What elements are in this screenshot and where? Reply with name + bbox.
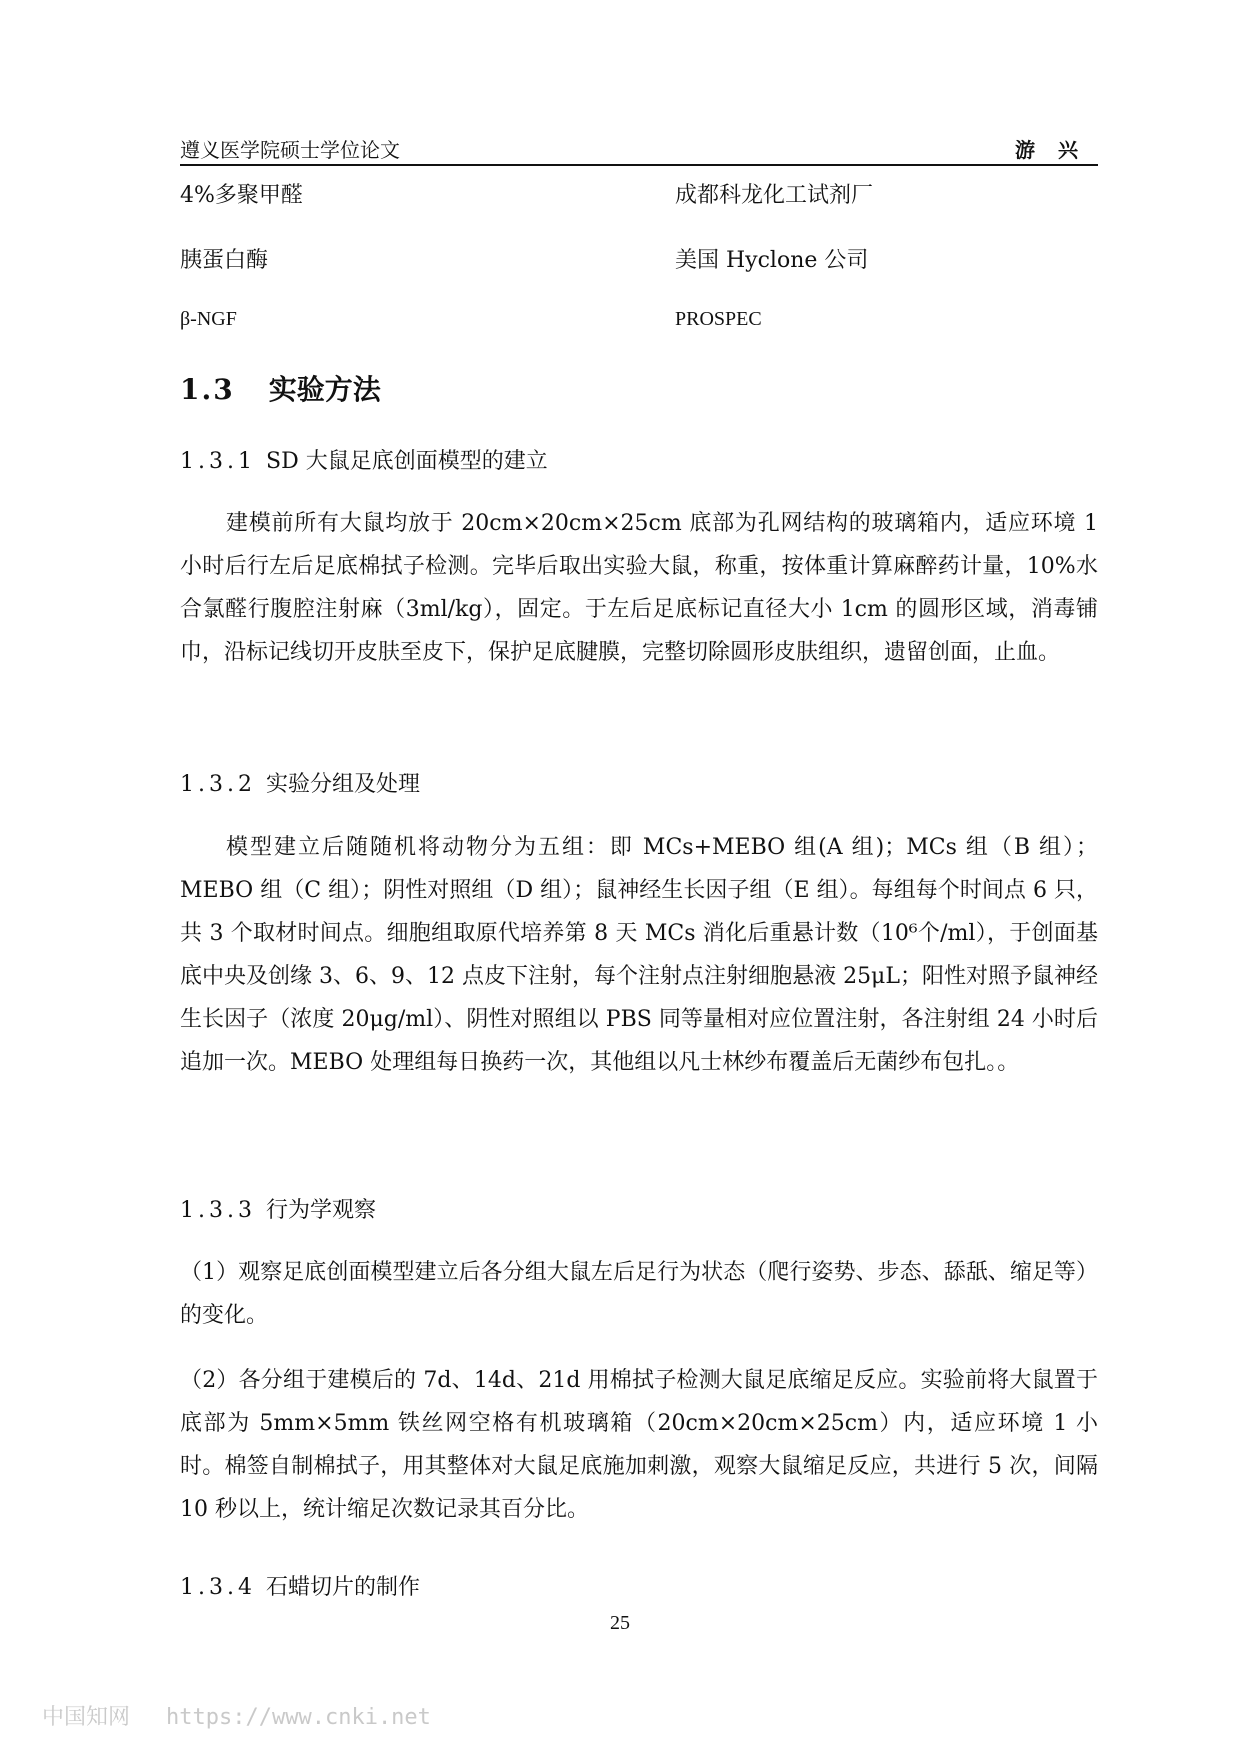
reagent-name: 4%多聚甲醛 — [180, 183, 303, 208]
author-name: 游 兴 — [1015, 138, 1086, 162]
reagent-row — [180, 178, 1098, 210]
paragraph: （1）观察足底创面模型建立后各分组大鼠左后足行为状态（爬行姿势、步态、舔舐、缩足等）的变化。 — [180, 1260, 1098, 1328]
subsection-number: 1.3.2 — [180, 772, 256, 797]
subsection-heading — [180, 444, 548, 475]
subsection-heading — [180, 1193, 376, 1224]
watermark-url: https://www.cnki.net — [166, 1705, 431, 1730]
watermark-brand: 中国知网 — [42, 1705, 131, 1730]
reagent-name: 胰蛋白酶 — [180, 248, 269, 273]
thesis-title: 遵义医学院硕士学位论文 — [180, 138, 400, 162]
subsection-number: 1.3.1 — [180, 449, 256, 474]
paragraph: 模型建立后随随机将动物分为五组：即 MCs+MEBO 组(A 组)；MCs 组（B 组）；MEBO 组（C 组）；阴性对照组（D 组）；鼠神经生长因子组（E 组）。每组每个时间点 6 只，共 3 个取材时间点。细胞组取原代培养第 8 天 MCs 消化后重悬计数（10⁶个/ml），于创面基底中央及创缘 3、6、9、12 点皮下注射，每个注射点注射细胞悬液 25μL；阳性对照予鼠神经生长因子（浓度 20μg/ml）、阴性对照组以 PBS 同等量相对应位置注射，各注射组 24 小时后追加一次。MEBO 处理组每日换药一次，其他组以凡士林纱布覆盖后无菌纱布包扎。。 — [180, 835, 1098, 1075]
subsection-number: 1.3.3 — [180, 1198, 256, 1223]
subsection-title: SD 大鼠足底创面模型的建立 — [266, 449, 548, 474]
watermark — [42, 1700, 431, 1731]
subsection-title: 石蜡切片的制作 — [266, 1575, 421, 1600]
subsection-title: 行为学观察 — [266, 1198, 377, 1223]
subsection-heading — [180, 1570, 420, 1601]
paragraph: （2）各分组于建模后的 7d、14d、21d 用棉拭子检测大鼠足底缩足反应。实验前将大鼠置于底部为 5mm×5mm 铁丝网空格有机玻璃箱（20cm×20cm×25cm）内，适应环境 1 小时。棉签自制棉拭子，用其整体对大鼠足底施加刺激，观察大鼠缩足反应，共进行 5 次，间隔 10 秒以上，统计缩足次数记录其百分比。 — [180, 1368, 1098, 1522]
subsection-heading — [180, 767, 420, 798]
page-number: 25 — [610, 1612, 630, 1634]
section-number: 1.3 — [180, 373, 235, 406]
subsection-title: 实验分组及处理 — [266, 772, 421, 797]
reagent-source: 成都科龙化工试剂厂 — [675, 183, 874, 208]
reagent-source: 美国 Hyclone 公司 — [675, 248, 869, 273]
reagent-row — [180, 243, 1098, 275]
subsection-number: 1.3.4 — [180, 1575, 256, 1600]
running-header — [180, 130, 1098, 166]
paragraph: 建模前所有大鼠均放于 20cm×20cm×25cm 底部为孔网结构的玻璃箱内，适应环境 1 小时后行左后足底棉拭子检测。完毕后取出实验大鼠，称重，按体重计算麻醉药计量，10%水合氯醛行腹腔注射麻（3ml/kg），固定。于左后足底标记直径大小 1cm 的圆形区域，消毒铺巾，沿标记线切开皮肤至皮下，保护足底腱膜，完整切除圆形皮肤组织，遗留创面，止血。 — [180, 511, 1098, 665]
reagent-source: PROSPEC — [675, 308, 762, 330]
reagent-name: β-NGF — [180, 308, 237, 330]
reagent-row — [180, 308, 1098, 340]
section-title: 实验方法 — [268, 373, 381, 406]
section-heading — [180, 368, 381, 408]
